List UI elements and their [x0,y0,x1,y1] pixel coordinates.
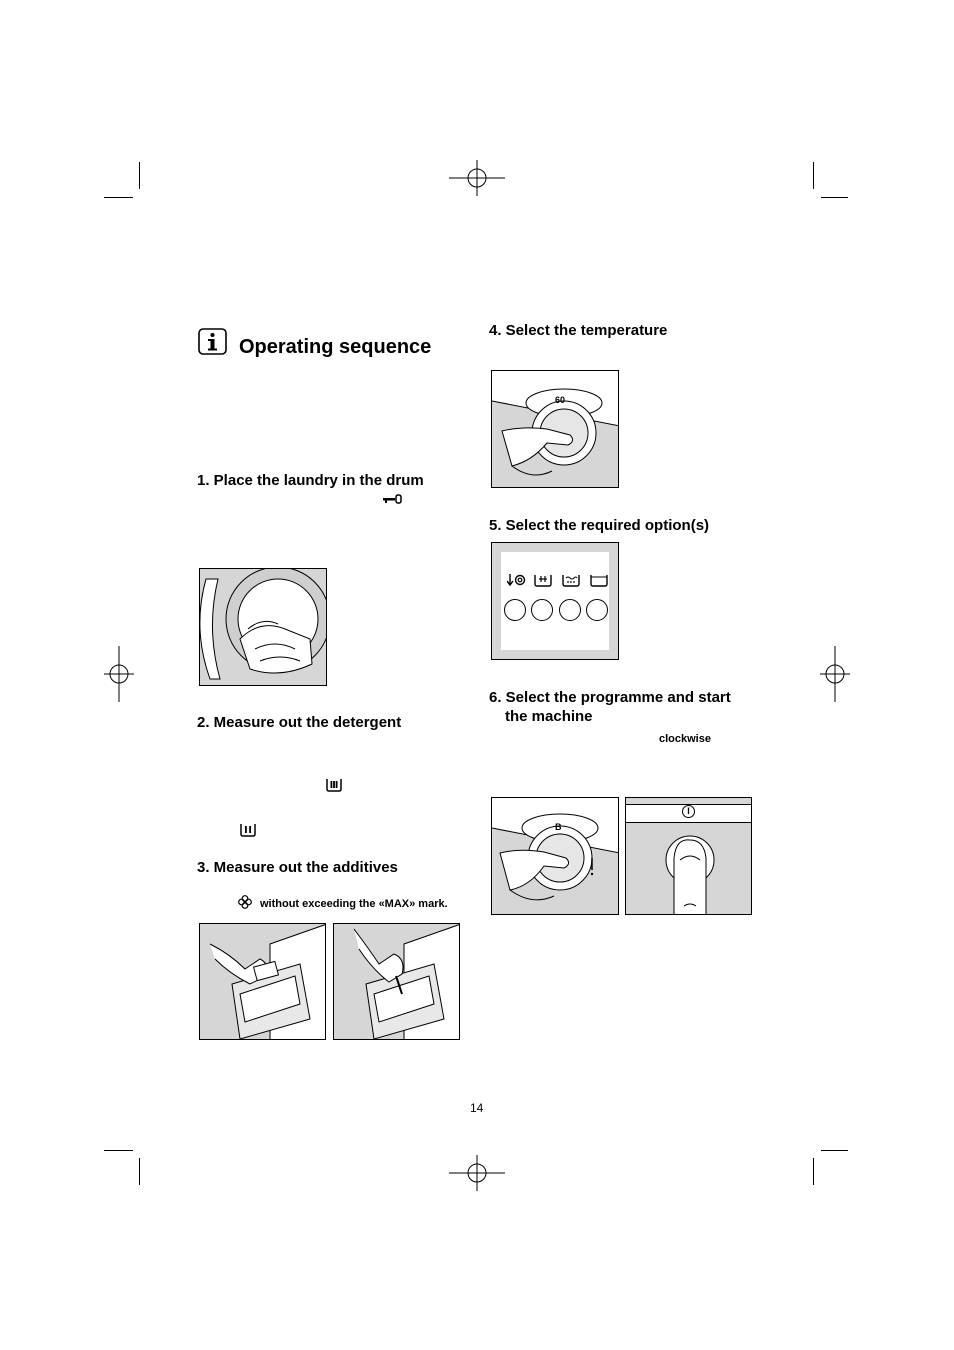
key-icon [383,494,403,504]
step-5-heading: 5. Select the required option(s) [489,517,710,534]
registration-mark-top [449,160,505,196]
step-6-heading-line-1: 6. Select the programme and start [489,689,731,706]
main-wash-compartment-icon [240,823,256,837]
prewash-compartment-icon [326,778,342,792]
softener-flower-icon [238,895,252,909]
programme-dial-label: B [555,822,562,832]
programme-dial-illustration [491,797,619,915]
step-6-heading-line-2: the machine [505,708,593,725]
step-4-heading: 4. Select the temperature [489,322,668,339]
spin-reduction-icon [507,573,527,587]
rinse-hold-icon [534,573,552,587]
option-button-4[interactable] [586,599,608,621]
option-buttons-illustration [491,542,619,660]
temperature-dial-label: 60 [555,395,566,405]
registration-mark-bottom [449,1155,505,1191]
registration-mark-left [104,646,134,702]
step-3-heading: 3. Measure out the additives [197,859,398,876]
temperature-dial-illustration [491,370,619,488]
page-number: 14 [470,1101,484,1115]
step-2-heading: 2. Measure out the detergent [197,714,402,731]
page-title: Operating sequence [239,336,432,358]
option-button-3[interactable] [559,599,581,621]
option-button-2[interactable] [531,599,553,621]
prewash-icon [590,573,608,587]
clockwise-note: clockwise [659,733,711,745]
laundry-drum-illustration [199,568,327,686]
info-icon [198,328,228,356]
stain-icon [562,573,580,587]
detergent-drawer-illustration-1 [199,923,326,1040]
step-1-heading: 1. Place the laundry in the drum [197,472,424,489]
additives-note: without exceeding the «MAX» mark. [260,898,448,910]
registration-mark-right [820,646,850,702]
start-symbol: I [682,805,695,818]
start-button-illustration [625,797,752,915]
detergent-drawer-illustration-2 [333,923,460,1040]
option-button-1[interactable] [504,599,526,621]
